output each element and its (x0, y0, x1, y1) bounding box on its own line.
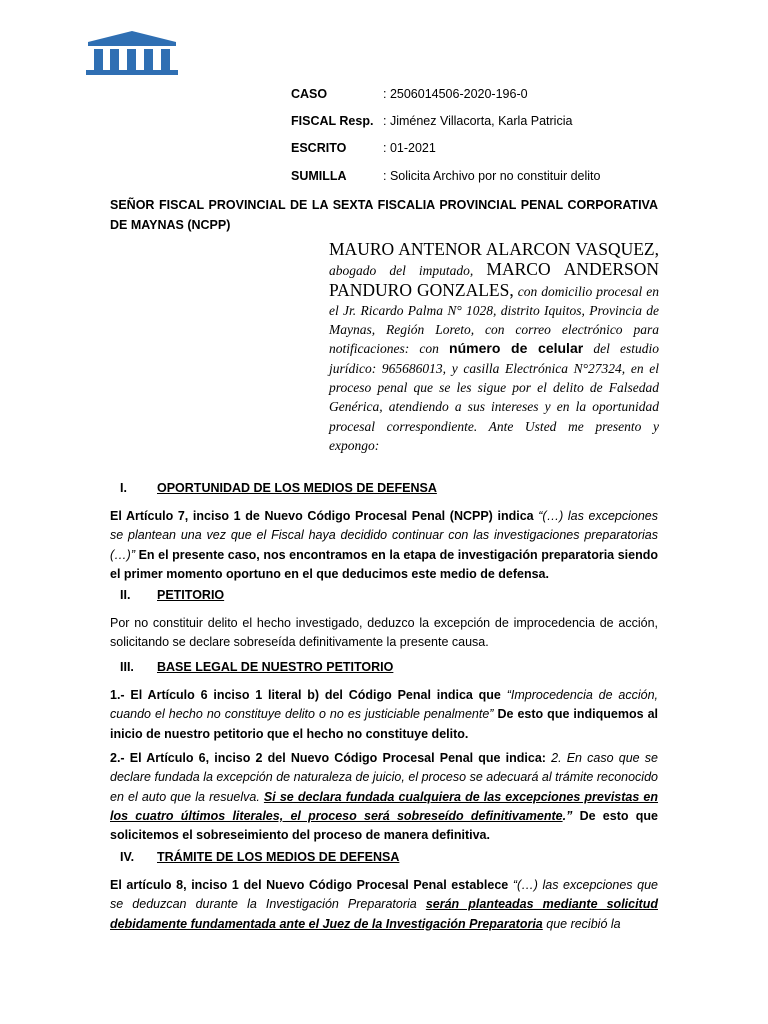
section-title: OPORTUNIDAD DE LOS MEDIOS DE DEFENSA (157, 481, 437, 495)
header-value: : Jiménez Villacorta, Karla Patricia (383, 114, 573, 128)
p4-quote-end: .” (562, 808, 573, 823)
paragraph-oportunidad (110, 507, 658, 584)
section-title: PETITORIO (157, 588, 225, 602)
p1-quote: “(…) las excepciones se plantean una vez que el Fiscal haya decidido continuar con las investigaciones preparatorias (…)” (110, 509, 659, 562)
p5-quote: “(…) las excepciones que se deduzcan durante la Investigación Preparatoria (110, 878, 658, 912)
intro-rest-text: del estudio jurídico: 965686013, y casilla Electrónica N°27324, en el proceso penal que se les sigue por el delito de Falsedad Genérica, atendiendo a sus intereses y en la oportunidad procesal correspondiente. Ante Usted me presento y expongo: (329, 341, 659, 453)
p1-lead: El Artículo 7, inciso 1 de Nuevo Código Procesal Penal (NCPP) indica (110, 509, 539, 523)
section-title: TRÁMITE DE LOS MEDIOS DE DEFENSA (157, 850, 400, 864)
intro-address-text: con domicilio procesal en el Jr. Ricardo Palma N° 1028, distrito Iquitos, Provincia de Maynas, Región Loreto, con correo electrónico para notificaciones: con (329, 283, 659, 357)
section-number: III. (120, 660, 134, 674)
client-name: MARCO ANDERSON PANDURO GONZALES, (329, 259, 659, 300)
header-key: SUMILLA (291, 169, 347, 183)
lawyer-name: MAURO ANTENOR ALARCON VASQUEZ, (329, 239, 659, 259)
p5-underlined: serán planteadas mediante solicitud debidamente fundamentada ante el Juez de la Investigación Preparatoria (110, 897, 658, 931)
p3-lead: 1.- El Artículo 6 inciso 1 literal b) del Código Penal indica que (110, 688, 507, 702)
p1-tail: En el presente caso, nos encontramos en la etapa de investigación preparatoria siendo el primer momento oportuno en el que deducimos este medio de defensa. (110, 547, 658, 581)
header-key: ESCRITO (291, 141, 347, 155)
header-key: CASO (291, 87, 328, 101)
section-number: II. (120, 588, 131, 602)
institution-logo-icon (84, 30, 180, 76)
p4-tail: De esto que solicitemos el sobreseimiento del proceso de manera definitiva. (110, 808, 658, 843)
p5-lead: El artículo 8, inciso 1 del Nuevo Código Procesal Penal establece (110, 878, 513, 892)
p5-tail: que recibió la (542, 916, 621, 931)
paragraph-tramite (110, 876, 658, 934)
header-value: : 2506014506-2020-196-0 (383, 87, 528, 101)
section-title: BASE LEGAL DE NUESTRO PETITORIO (157, 660, 394, 674)
header-value: : Solicita Archivo por no constituir delito (383, 169, 601, 183)
p4-lead: 2.- El Artículo 6, inciso 2 del Nuevo Código Procesal Penal que indica: (110, 751, 552, 765)
paragraph-base-legal-2 (110, 749, 658, 845)
section-number: IV. (120, 850, 135, 864)
addressee: SEÑOR FISCAL PROVINCIAL DE LA SEXTA FISCALIA PROVINCIAL PENAL CORPORATIVA DE MAYNAS (NCPP) (110, 198, 658, 232)
paragraph-petitorio: Por no constituir delito el hecho investigado, deduzco la excepción de improcedencia de acción, solicitando se declare sobreseída definitivamente la presente causa. (110, 616, 658, 650)
p4-quote: 2. En caso que se declare fundada la excepción de naturaleza de juicio, el proceso se adecuará al trámite reconocido en el auto que la resuelva. (110, 751, 658, 804)
intro-paragraph (329, 240, 659, 455)
p3-tail: De esto que indiquemos al inicio de nuestro petitorio que el hecho no constituye delito. (110, 707, 658, 741)
phone-label: número de celular (449, 340, 584, 357)
section-number: I. (120, 481, 127, 495)
p4-underlined: Si se declara fundada cualquiera de las excepciones previstas en los cuatro últimos literales, el proceso será sobreseído definitivamente (110, 789, 659, 823)
paragraph-base-legal-1 (110, 686, 658, 744)
lawyer-role: abogado del imputado, (329, 263, 487, 279)
p3-quote: “Improcedencia de acción, cuando el hecho no constituye delito o no es justiciable penalmente” (110, 688, 658, 722)
header-key: FISCAL Resp. (291, 114, 374, 128)
header-value: : 01-2021 (383, 141, 436, 155)
